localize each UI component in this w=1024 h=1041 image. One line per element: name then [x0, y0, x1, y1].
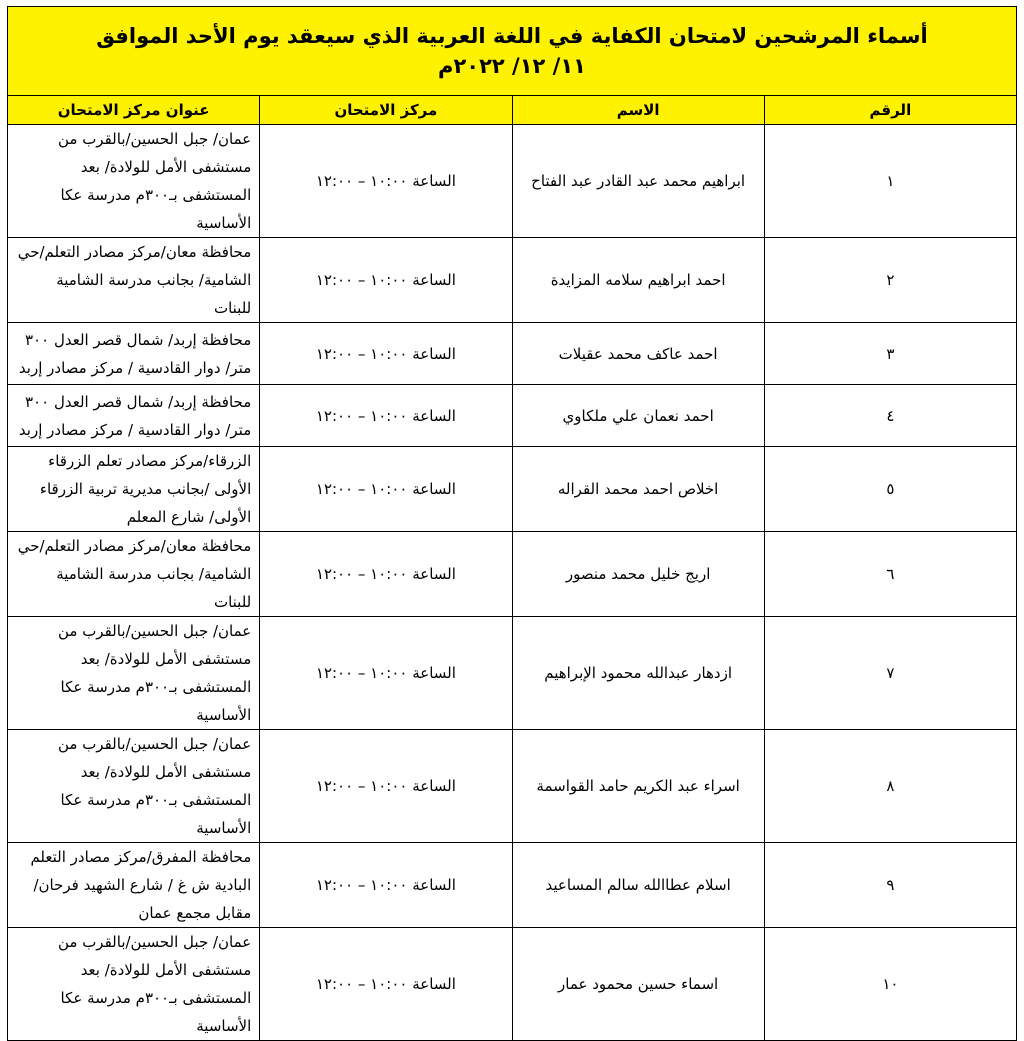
exam-time	[260, 323, 512, 385]
exam-center-address: محافظة إربد/ شمال قصر العدل ٣٠٠ متر/ دوار القادسية / مركز مصادر إربد	[8, 385, 260, 447]
exam-center-address: محافظة إربد/ شمال قصر العدل ٣٠٠ متر/ دوار القادسية / مركز مصادر إربد	[8, 323, 260, 385]
exam-time-text: الساعة ١٠:٠٠ – ١٢:٠٠	[315, 172, 456, 190]
exam-center-address: عمان/ جبل الحسين/بالقرب من مستشفى الأمل للولادة/ بعد المستشفى بـ٣٠٠م مدرسة عكا الأساسية	[8, 928, 260, 1041]
exam-time-text: الساعة ١٠:٠٠ – ١٢:٠٠	[315, 565, 456, 583]
col-header-address: عنوان مركز الامتحان	[8, 96, 260, 125]
exam-center-address: محافظة المفرق/مركز مصادر التعلم البادية ش غ / شارع الشهيد فرحان/ مقابل مجمع عمان	[8, 843, 260, 928]
table-row	[8, 238, 1017, 323]
candidate-name: ابراهيم محمد عبد القادر عبد الفتاح	[512, 125, 764, 238]
exam-time	[260, 238, 512, 323]
table-row	[8, 730, 1017, 843]
row-number: ١٠	[764, 928, 1016, 1041]
candidate-name: احمد عاكف محمد عقيلات	[512, 323, 764, 385]
candidate-name: اسراء عبد الكريم حامد القواسمة	[512, 730, 764, 843]
exam-center-address: عمان/ جبل الحسين/بالقرب من مستشفى الأمل للولادة/ بعد المستشفى بـ٣٠٠م مدرسة عكا الأساسية	[8, 617, 260, 730]
table-row	[8, 323, 1017, 385]
table-row	[8, 843, 1017, 928]
col-header-name: الاسم	[512, 96, 764, 125]
table-row	[8, 532, 1017, 617]
candidate-name: اسلام عطاالله سالم المساعيد	[512, 843, 764, 928]
exam-time-text: الساعة ١٠:٠٠ – ١٢:٠٠	[315, 344, 456, 363]
exam-time-text: الساعة ١٠:٠٠ – ١٢:٠٠	[315, 480, 456, 498]
title-banner	[8, 7, 1017, 96]
header-row	[8, 96, 1017, 125]
exam-time-text: الساعة ١٠:٠٠ – ١٢:٠٠	[315, 271, 456, 289]
exam-time-text: الساعة ١٠:٠٠ – ١٢:٠٠	[315, 664, 456, 682]
exam-center-address: عمان/ جبل الحسين/بالقرب من مستشفى الأمل للولادة/ بعد المستشفى بـ٣٠٠م مدرسة عكا الأساسية	[8, 125, 260, 238]
exam-time-text: الساعة ١٠:٠٠ – ١٢:٠٠	[315, 876, 456, 894]
exam-time	[260, 730, 512, 843]
candidate-name: احمد ابراهيم سلامه المزايدة	[512, 238, 764, 323]
row-number: ٥	[764, 447, 1016, 532]
row-number: ٨	[764, 730, 1016, 843]
row-number: ١	[764, 125, 1016, 238]
candidates-sheet	[7, 6, 1017, 1041]
exam-time-text: الساعة ١٠:٠٠ – ١٢:٠٠	[315, 777, 456, 795]
exam-time	[260, 843, 512, 928]
table-row	[8, 617, 1017, 730]
exam-center-address: محافظة معان/مركز مصادر التعلم/حي الشامية/ بجانب مدرسة الشامية للبنات	[8, 532, 260, 617]
exam-time	[260, 532, 512, 617]
exam-time-text: الساعة ١٠:٠٠ – ١٢:٠٠	[315, 975, 456, 993]
exam-center-address: عمان/ جبل الحسين/بالقرب من مستشفى الأمل للولادة/ بعد المستشفى بـ٣٠٠م مدرسة عكا الأساسية	[8, 730, 260, 843]
row-number: ٦	[764, 532, 1016, 617]
title-line-1: أسماء المرشحين لامتحان الكفاية في اللغة العربية الذي سيعقد يوم الأحد الموافق	[96, 24, 928, 48]
row-number: ٧	[764, 617, 1016, 730]
exam-time	[260, 125, 512, 238]
exam-time	[260, 447, 512, 532]
candidate-name: احمد نعمان علي ملكاوي	[512, 385, 764, 447]
exam-center-address: الزرقاء/مركز مصادر تعلم الزرقاء الأولى /بجانب مديرية تربية الزرقاء الأولى/ شارع المعلم	[8, 447, 260, 532]
exam-time-text: الساعة ١٠:٠٠ – ١٢:٠٠	[315, 406, 456, 425]
row-number: ٢	[764, 238, 1016, 323]
candidate-name: ازدهار عبدالله محمود الإبراهيم	[512, 617, 764, 730]
candidate-name: اسماء حسين محمود عمار	[512, 928, 764, 1041]
table-row	[8, 447, 1017, 532]
exam-time	[260, 928, 512, 1041]
table-row	[8, 125, 1017, 238]
row-number: ٤	[764, 385, 1016, 447]
col-header-num: الرقم	[764, 96, 1016, 125]
row-number: ٩	[764, 843, 1016, 928]
row-number: ٣	[764, 323, 1016, 385]
exam-center-address: محافظة معان/مركز مصادر التعلم/حي الشامية/ بجانب مدرسة الشامية للبنات	[8, 238, 260, 323]
candidate-name: اريج خليل محمد منصور	[512, 532, 764, 617]
candidate-name: اخلاص احمد محمد القراله	[512, 447, 764, 532]
col-header-center: مركز الامتحان	[260, 96, 512, 125]
table-row	[8, 928, 1017, 1041]
title-line-2: ١١/ ١٢/ ٢٠٢٢م	[438, 54, 586, 78]
table-row	[8, 385, 1017, 447]
exam-time	[260, 385, 512, 447]
candidates-table	[7, 6, 1017, 1041]
exam-time	[260, 617, 512, 730]
